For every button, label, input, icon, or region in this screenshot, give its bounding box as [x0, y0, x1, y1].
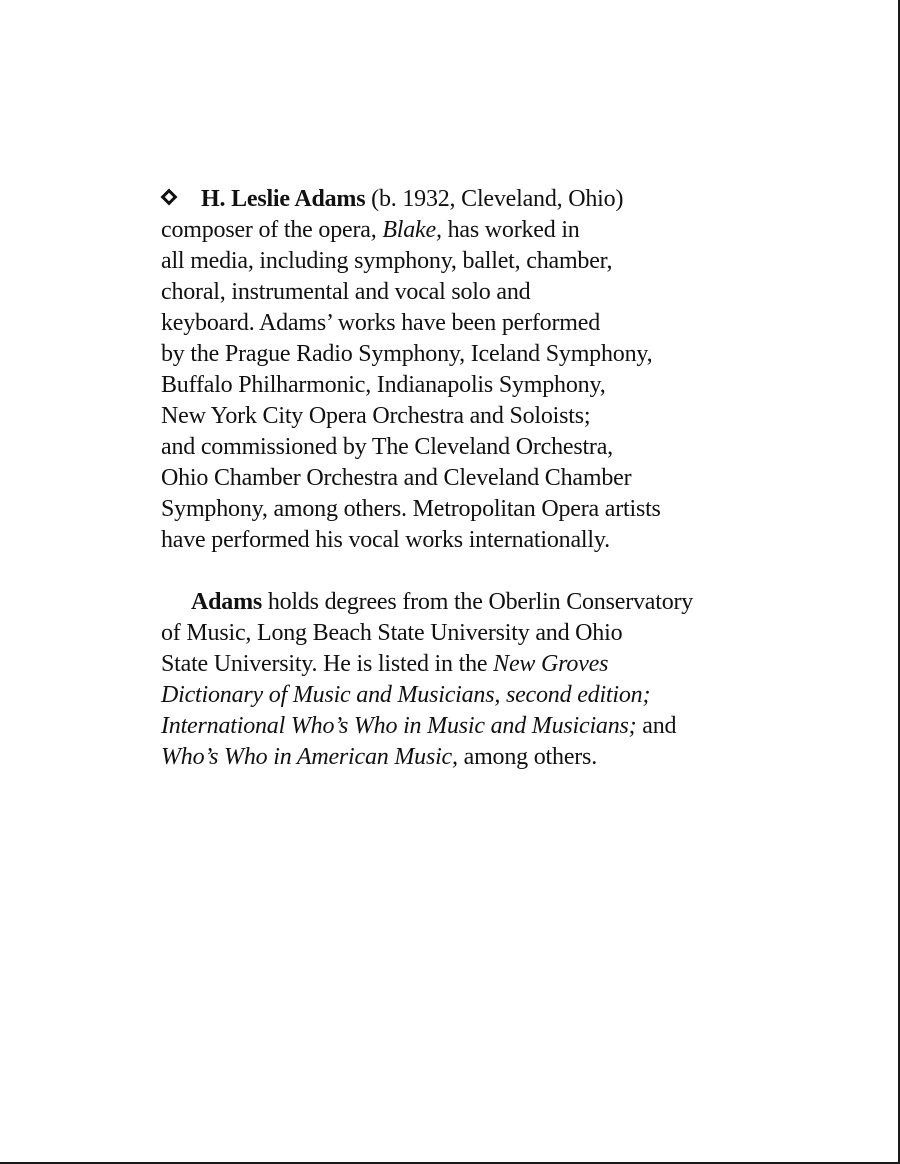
bio-line: New York City Opera Orchestra and Soloists; — [161, 403, 591, 429]
bio-line — [161, 184, 801, 215]
bio-line: and commissioned by The Cleveland Orchestra, — [161, 434, 613, 460]
composer-name: H. Leslie Adams — [201, 186, 366, 212]
bio-text: holds degrees from the Oberlin Conservatory — [262, 589, 694, 615]
publication-title: Dictionary of Music and Musicians, second edition; — [161, 682, 651, 708]
publication-title: New Groves — [493, 651, 609, 677]
bio-line — [161, 215, 801, 246]
composer-surname: Adams — [191, 589, 263, 615]
bio-line — [161, 680, 801, 711]
bio-line — [161, 711, 801, 742]
publication-title: International Who’s Who in Music and Musicians; — [161, 713, 637, 739]
bio-line: choral, instrumental and vocal solo and — [161, 279, 531, 305]
biography-text — [161, 184, 801, 773]
bio-line: keyboard. Adams’ works have been performed — [161, 310, 600, 336]
bio-line — [161, 742, 801, 773]
bio-line — [161, 649, 801, 680]
bio-line: Ohio Chamber Orchestra and Cleveland Chamber — [161, 465, 632, 491]
bio-text: among others. — [457, 744, 598, 770]
bio-text: and — [636, 713, 677, 739]
biography-paragraph-2 — [161, 587, 801, 773]
bio-text: State University. He is listed in the — [161, 651, 494, 677]
bio-line: Buffalo Philharmonic, Indianapolis Symphony, — [161, 372, 606, 398]
bio-line: all media, including symphony, ballet, chamber, — [161, 248, 613, 274]
bio-line: Symphony, among others. Metropolitan Opera artists — [161, 496, 661, 522]
bio-line: by the Prague Radio Symphony, Iceland Symphony, — [161, 341, 653, 367]
bio-line: of Music, Long Beach State University and Ohio — [161, 620, 623, 646]
biography-paragraph-1 — [161, 184, 801, 556]
diamond-bullet-icon — [161, 189, 178, 206]
bio-text: composer of the opera, — [161, 217, 383, 243]
bio-text: (b. 1932, Cleveland, Ohio) — [365, 186, 624, 212]
publication-title: Who’s Who in American Music, — [161, 744, 458, 770]
opera-title: Blake, — [382, 217, 442, 243]
bio-text: has worked in — [441, 217, 580, 243]
bio-line — [161, 587, 801, 618]
paragraph-gap — [161, 556, 801, 587]
bio-line: have performed his vocal works internationally. — [161, 527, 610, 553]
